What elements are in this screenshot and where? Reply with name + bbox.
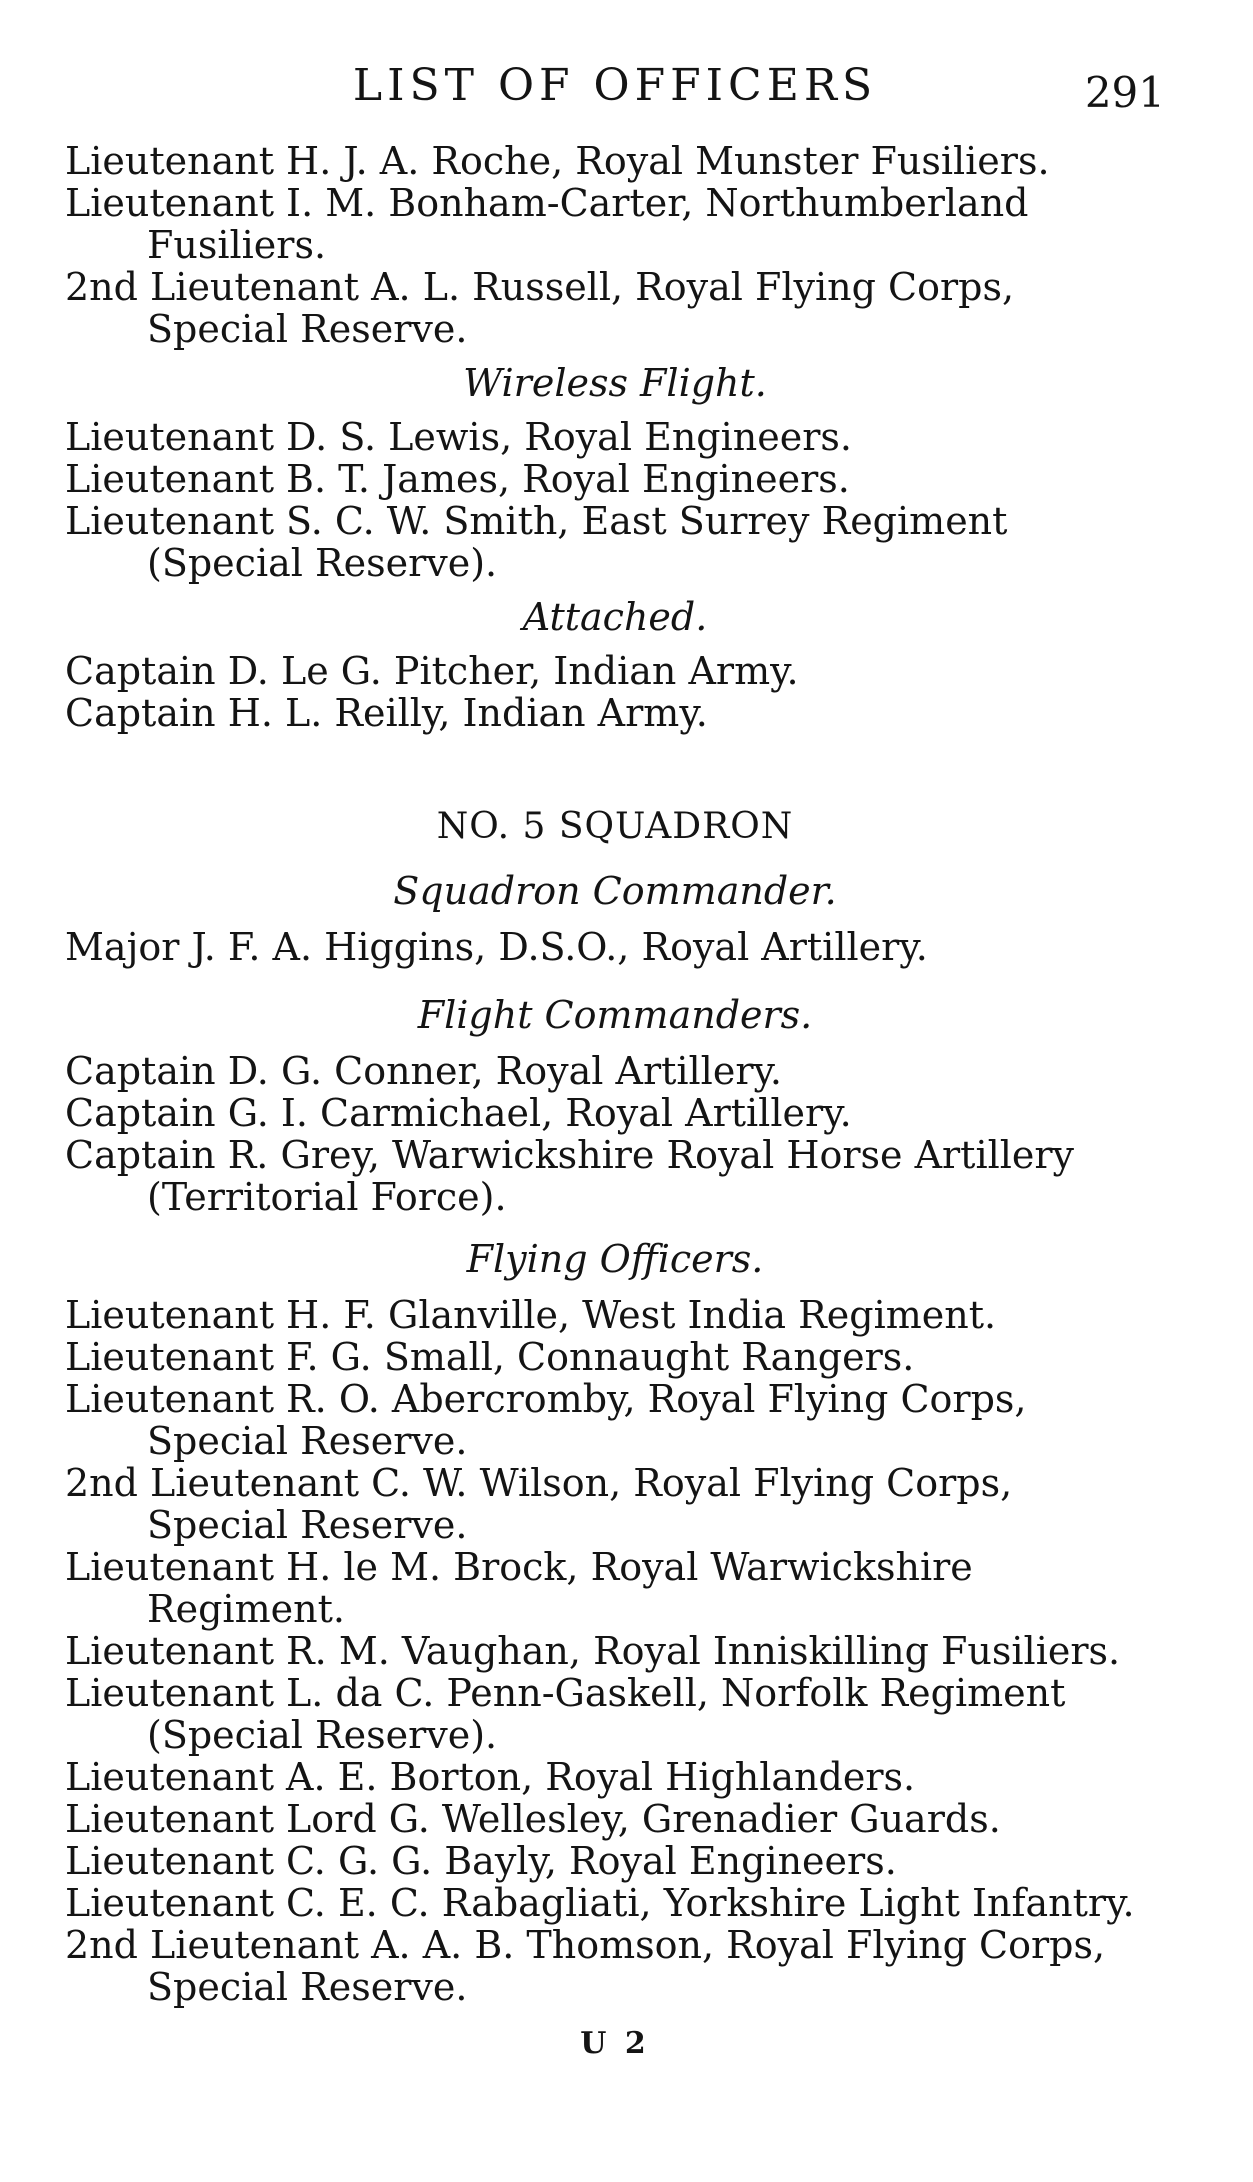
squadron-title: NO. 5 SQUADRON: [436, 806, 794, 847]
officer-entry: Lieutenant H. J. A. Roche, Royal Munster Fusiliers.: [65, 139, 1050, 183]
wireless-flight-heading: Wireless Flight.: [463, 361, 767, 405]
officer-entry: Lieutenant I. M. Bonham-Carter, Northumberland Fusiliers.: [65, 181, 1029, 267]
page-number: 291: [1084, 68, 1165, 117]
officer-entry: Captain G. I. Carmichael, Royal Artillery.: [65, 1091, 852, 1135]
squadron-commander-heading: Squadron Commander.: [393, 869, 837, 913]
officer-entry: Lieutenant L. da C. Penn-Gaskell, Norfolk Regiment (Special Reserve).: [65, 1671, 1066, 1757]
officer-entry: Lieutenant H. F. Glanville, West India Regiment.: [65, 1293, 997, 1337]
officer-entry: Lieutenant C. G. G. Bayly, Royal Engineers.: [65, 1839, 897, 1883]
officer-entry: Lieutenant R. O. Abercromby, Royal Flying Corps, Special Reserve.: [65, 1377, 1027, 1463]
officer-entry: Captain R. Grey, Warwickshire Royal Horse Artillery (Territorial Force).: [65, 1133, 1075, 1219]
squadron-commander: Major J. F. A. Higgins, D.S.O., Royal Artillery.: [65, 925, 928, 969]
officer-entry: Captain D. Le G. Pitcher, Indian Army.: [65, 649, 799, 693]
flight-commanders-heading: Flight Commanders.: [417, 993, 813, 1037]
flying-officers-list: [65, 1294, 1165, 2008]
wireless-flight-list: [65, 416, 1165, 584]
officer-entry: Lieutenant R. M. Vaughan, Royal Inniskilling Fusiliers.: [65, 1629, 1121, 1673]
officer-entry: Lieutenant A. E. Borton, Royal Highlanders.: [65, 1755, 916, 1799]
officer-list-continued: [65, 140, 1165, 350]
page-header: [65, 60, 1165, 130]
officer-entry: Lieutenant C. E. C. Rabagliati, Yorkshire Light Infantry.: [65, 1881, 1135, 1925]
attached-heading: Attached.: [522, 595, 708, 639]
officer-entry: Lieutenant H. le M. Brock, Royal Warwickshire Regiment.: [65, 1545, 973, 1631]
officer-entry: 2nd Lieutenant C. W. Wilson, Royal Flying Corps, Special Reserve.: [65, 1461, 1013, 1547]
officer-entry: Lieutenant D. S. Lewis, Royal Engineers.: [65, 415, 852, 459]
officer-entry: Lieutenant S. C. W. Smith, East Surrey Regiment (Special Reserve).: [65, 499, 1008, 585]
officer-entry: Lieutenant F. G. Small, Connaught Rangers.: [65, 1335, 915, 1379]
officer-entry: Captain D. G. Conner, Royal Artillery.: [65, 1049, 782, 1093]
flying-officers-heading: Flying Officers.: [466, 1237, 764, 1281]
officer-entry: Captain H. L. Reilly, Indian Army.: [65, 691, 708, 735]
officer-entry: 2nd Lieutenant A. A. B. Thomson, Royal Flying Corps, Special Reserve.: [65, 1923, 1106, 2009]
officer-entry: Lieutenant Lord G. Wellesley, Grenadier Guards.: [65, 1797, 1001, 1841]
signature-mark: U 2: [580, 2026, 650, 2061]
officer-entry: Lieutenant B. T. James, Royal Engineers.: [65, 457, 850, 501]
attached-list: [65, 650, 1165, 734]
running-head: LIST OF OFFICERS: [352, 60, 878, 111]
officer-entry: 2nd Lieutenant A. L. Russell, Royal Flying Corps, Special Reserve.: [65, 265, 1015, 351]
page: [65, 60, 1165, 2061]
flight-commanders-list: [65, 1050, 1165, 1218]
